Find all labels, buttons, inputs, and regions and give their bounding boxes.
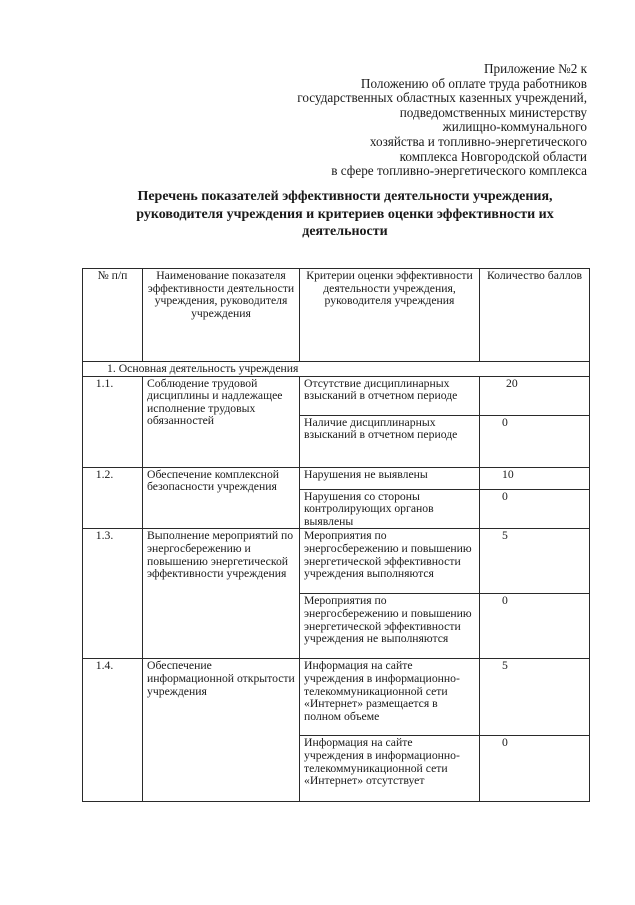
header-criteria: Критерии оценки эффективности деятельности учреждения, руководителя учреждения: [300, 269, 480, 362]
row-number: 1.1.: [83, 376, 143, 467]
criterion-points: 5: [480, 659, 590, 736]
title-line: деятельности: [302, 224, 388, 239]
header-line: хозяйства и топливно-энергетического: [369, 133, 587, 149]
table-header-row: [83, 269, 590, 362]
row-number: 1.4.: [83, 659, 143, 802]
criterion-points: 0: [480, 594, 590, 659]
table-row: [83, 376, 590, 415]
section-row: [83, 362, 590, 377]
criterion-text: Мероприятия по энергосбережению и повышению энергетической эффективности учреждения выполняются: [300, 529, 480, 594]
criterion-text: Отсутствие дисциплинарных взысканий в отчетном периоде: [300, 376, 480, 415]
indicator-name: Обеспечение информационной открытости учреждения: [143, 659, 300, 802]
header-line: Положению об оплате труда работников: [360, 75, 587, 91]
criterion-points: 0: [480, 489, 590, 529]
criterion-text: Нарушения не выявлены: [300, 467, 480, 489]
criterion-text: Мероприятия по энергосбережению и повышению энергетической эффективности учреждения не выполняются: [300, 594, 480, 659]
header-points: Количество баллов: [480, 269, 590, 362]
title-line: руководителя учреждения и критериев оценки эффективности их: [136, 206, 554, 222]
header-line: в сфере топливно-энергетического комплекса: [331, 163, 587, 179]
table-row: [83, 529, 590, 594]
appendix-header: [297, 62, 587, 179]
indicators-table: [82, 268, 590, 802]
header-num: № п/п: [83, 269, 143, 362]
document-title: [100, 188, 590, 241]
criterion-text: Информация на сайте учреждения в информационно-телекоммуникационной сети «Интернет» размещается в полном объеме: [300, 659, 480, 736]
criterion-points: 20: [480, 376, 590, 415]
row-number: 1.3.: [83, 529, 143, 659]
table-row: [83, 659, 590, 736]
header-line: жилищно-коммунального: [442, 119, 587, 135]
header-line: комплекса Новгородской области: [399, 148, 587, 164]
criterion-points: 10: [480, 467, 590, 489]
header-line: подведомственных министерству: [399, 104, 587, 120]
row-number: 1.2.: [83, 467, 143, 529]
indicator-name: Соблюдение трудовой дисциплины и надлежащее исполнение трудовых обязанностей: [143, 376, 300, 467]
criterion-text: Нарушения со стороны контролирующих органов выявлены: [300, 489, 480, 529]
criterion-text: Наличие дисциплинарных взысканий в отчетном периоде: [300, 415, 480, 467]
indicator-name: Выполнение мероприятий по энергосбережению и повышению энергетической эффективности учреждения: [143, 529, 300, 659]
criterion-points: 0: [480, 736, 590, 802]
indicator-name: Обеспечение комплексной безопасности учреждения: [143, 467, 300, 529]
criterion-points: 0: [480, 415, 590, 467]
criterion-points: 5: [480, 529, 590, 594]
header-line: государственных областных казенных учреждений,: [297, 90, 587, 106]
title-line: Перечень показателей эффективности деятельности учреждения,: [137, 189, 553, 204]
header-indicator: Наименование показателя эффективности деятельности учреждения, руководителя учреждения: [143, 269, 300, 362]
header-line: Приложение №2 к: [484, 61, 587, 76]
section-title: 1. Основная деятельность учреждения: [83, 362, 590, 377]
table-row: [83, 467, 590, 489]
criterion-text: Информация на сайте учреждения в информационно-телекоммуникационной сети «Интернет» отсутствует: [300, 736, 480, 802]
